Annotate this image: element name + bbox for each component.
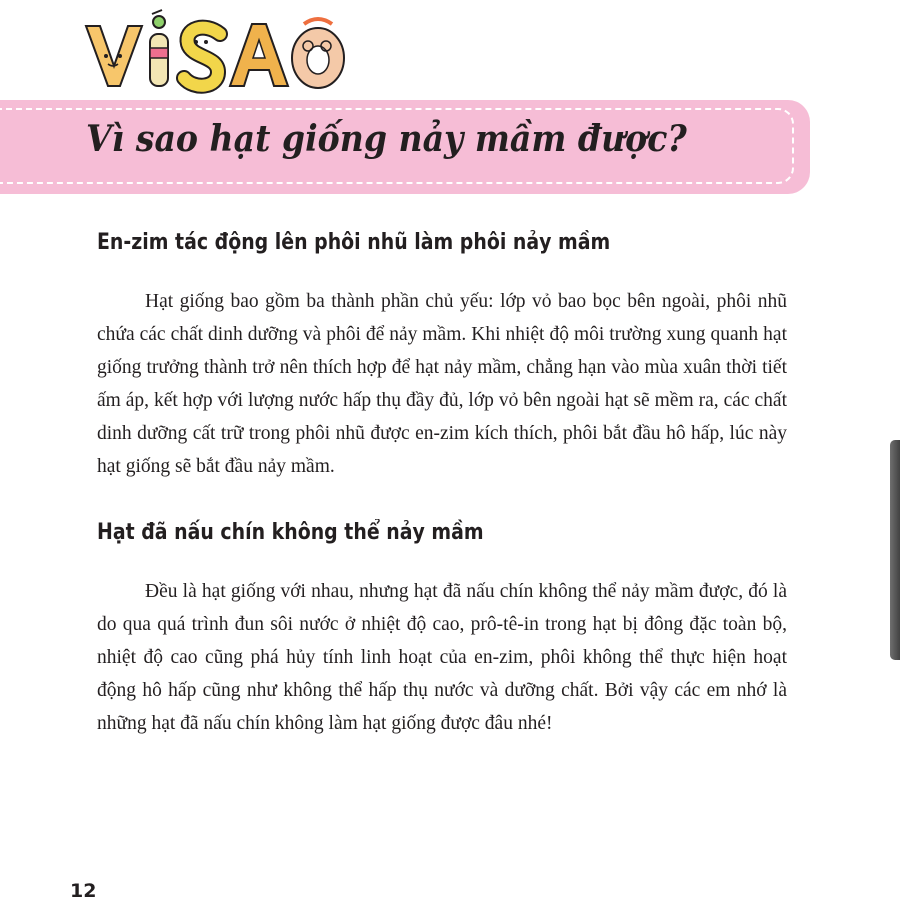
page-edge-strip (890, 440, 900, 660)
section-body-cooked-seeds: Đều là hạt giống với nhau, nhưng hạt đã nấu chín không thể nảy mầm được, đó là do qua quá trình đun sôi nước ở nhiệt độ cao, prô-tê-in trong hạt bị đông đặc toàn bộ, nhiệt độ cao cũng phá hủy tính linh hoạt của en-zim, phôi không thể thực hiện hoạt động hô hấp cũng như không thể hấp thụ nước và dưỡng chất. Bởi vậy các em nhớ là những hạt đã nấu chín không làm hạt giống được đâu nhé! (97, 581, 787, 734)
logo (80, 8, 350, 103)
section-body-enzyme: Hạt giống bao gồm ba thành phần chủ yếu: lớp vỏ bao bọc bên ngoài, phôi nhũ chứa các chất dinh dưỡng và phôi để nảy mầm. Khi nhiệt độ môi trường xung quanh hạt giống trưởng thành trở nên thích hợp để hạt nảy mầm, chẳng hạn vào mùa xuân thời tiết ấm áp, kết hợp với lượng nước hấp thụ đầy đủ, lớp vỏ bên ngoài hạt sẽ mềm ra, các chất dinh dưỡng cất trữ trong phôi nhũ được en-zim kích thích, phôi bắt đầu hô hấp, lúc này hạt giống sẽ bắt đầu nảy mầm. (97, 291, 787, 477)
page-number: 12 (70, 880, 97, 902)
page-title: Vì sao hạt giống nảy mầm được? (86, 118, 687, 160)
section-heading-cooked-seeds: Hạt đã nấu chín không thể nảy mầm (97, 520, 484, 545)
logo-illustration (80, 8, 350, 103)
section-heading-enzyme: En-zim tác động lên phôi nhũ làm phôi nảy mầm (97, 230, 611, 255)
